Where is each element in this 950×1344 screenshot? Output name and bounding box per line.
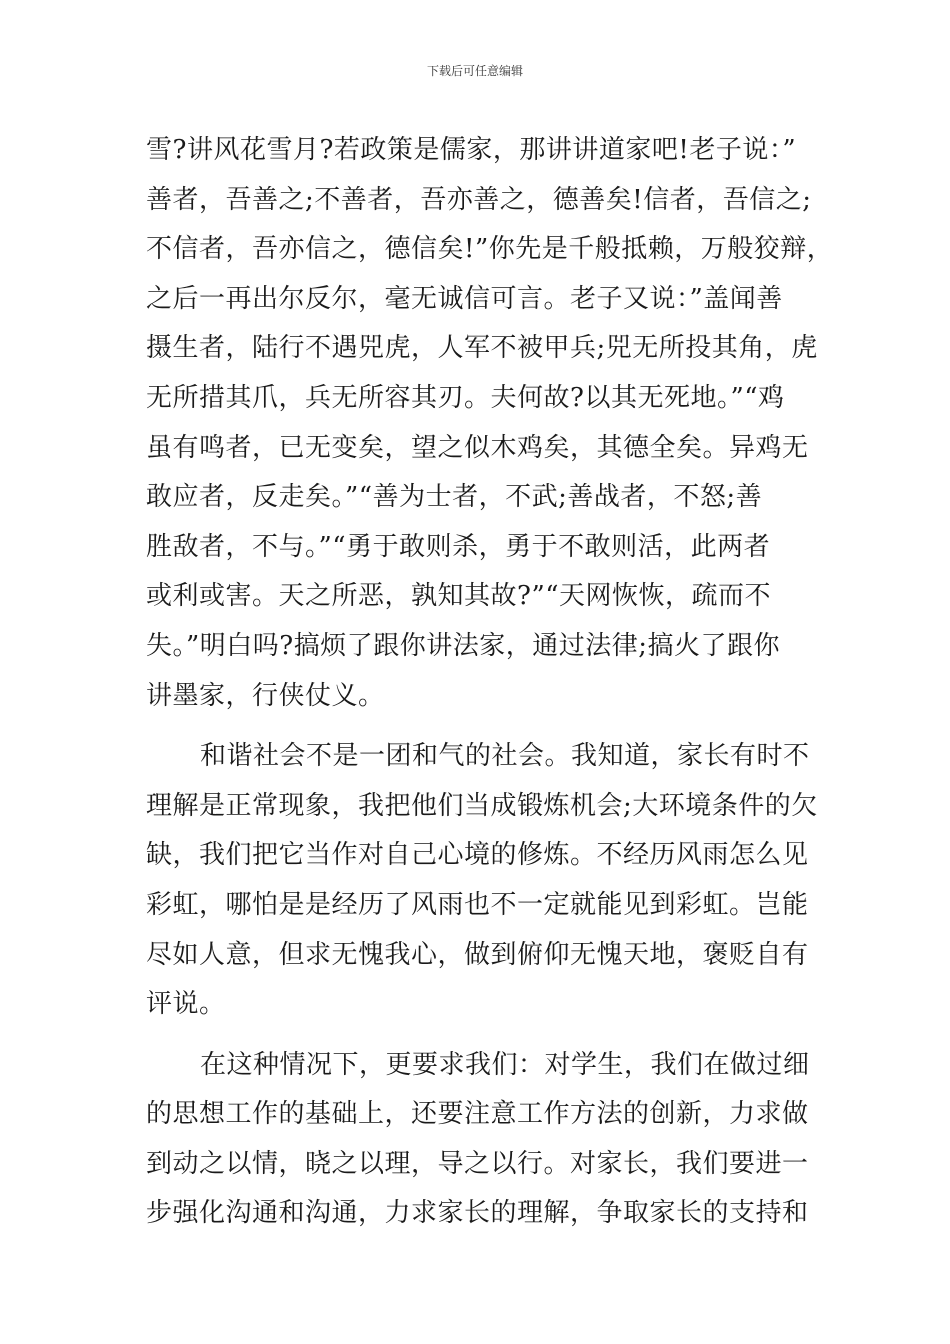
document-body xyxy=(146,126,836,1239)
text-line: 彩虹，哪怕是是经历了风雨也不一定就能见到彩虹。岂能 xyxy=(146,889,809,920)
text-line: 善者，吾善之;不善者，吾亦善之，德善矣!信者，吾信之; xyxy=(146,184,812,215)
text-line: 胜敌者，不与。”“勇于敢则杀，勇于不敢则活，此两者 xyxy=(146,531,771,562)
text-line: 的思想工作的基础上，还要注意工作方法的创新，力求做 xyxy=(146,1099,809,1130)
page-header: 下载后可任意编辑 xyxy=(426,64,523,78)
text-line: 不信者，吾亦信之，德信矣!”你先是千般抵赖，万般狡辩， xyxy=(146,234,834,265)
paragraph-spacer xyxy=(146,721,836,732)
text-line: 失。”明白吗?搞烦了跟你讲法家，通过法律;搞火了跟你 xyxy=(146,630,780,661)
text-line: 讲墨家，行侠仗义。 xyxy=(146,680,385,711)
text-line: 敢应者，反走矣。”“善为士者，不武;善战者，不怒;善 xyxy=(146,482,763,513)
text-line: 在这种情况下，更要求我们：对学生，我们在做过细 xyxy=(200,1049,810,1080)
text-line: 摄生者，陆行不遇兕虎，人军不被甲兵;兕无所投其角，虎 xyxy=(146,333,818,364)
paragraph xyxy=(146,732,836,1030)
paragraph xyxy=(146,1041,836,1239)
text-line: 评说。 xyxy=(146,989,226,1020)
text-line: 之后一再出尔反尔，毫无诚信可言。老子又说：”盖闻善 xyxy=(146,283,783,314)
text-line: 虽有鸣者，已无变矣，望之似木鸡矣，其德全矣。异鸡无 xyxy=(146,432,809,463)
text-line: 尽如人意，但求无愧我心，做到俯仰无愧天地，褒贬自有 xyxy=(146,939,809,970)
text-line: 无所措其爪，兵无所容其刃。夫何故?以其无死地。”“鸡 xyxy=(146,382,785,413)
text-line: 步强化沟通和沟通，力求家长的理解，争取家长的支持和 xyxy=(146,1198,809,1229)
text-line: 缺，我们把它当作对自己心境的修炼。不经历风雨怎么见 xyxy=(146,840,809,871)
text-line: 雪?讲风花雪月?若政策是儒家，那讲讲道家吧!老子说：” xyxy=(146,135,797,165)
text-line: 和谐社会不是一团和气的社会。我知道，家长有时不 xyxy=(200,741,810,772)
text-line: 理解是正常现象，我把他们当成锻炼机会;大环境条件的欠 xyxy=(146,790,818,821)
text-line: 或利或害。天之所恶，孰知其故?”“天网恢恢，疏而不 xyxy=(146,581,772,612)
paragraph xyxy=(146,126,836,721)
paragraph-spacer xyxy=(146,1030,836,1041)
text-line: 到动之以情，晓之以理，导之以行。对家长，我们要进一 xyxy=(146,1148,809,1179)
